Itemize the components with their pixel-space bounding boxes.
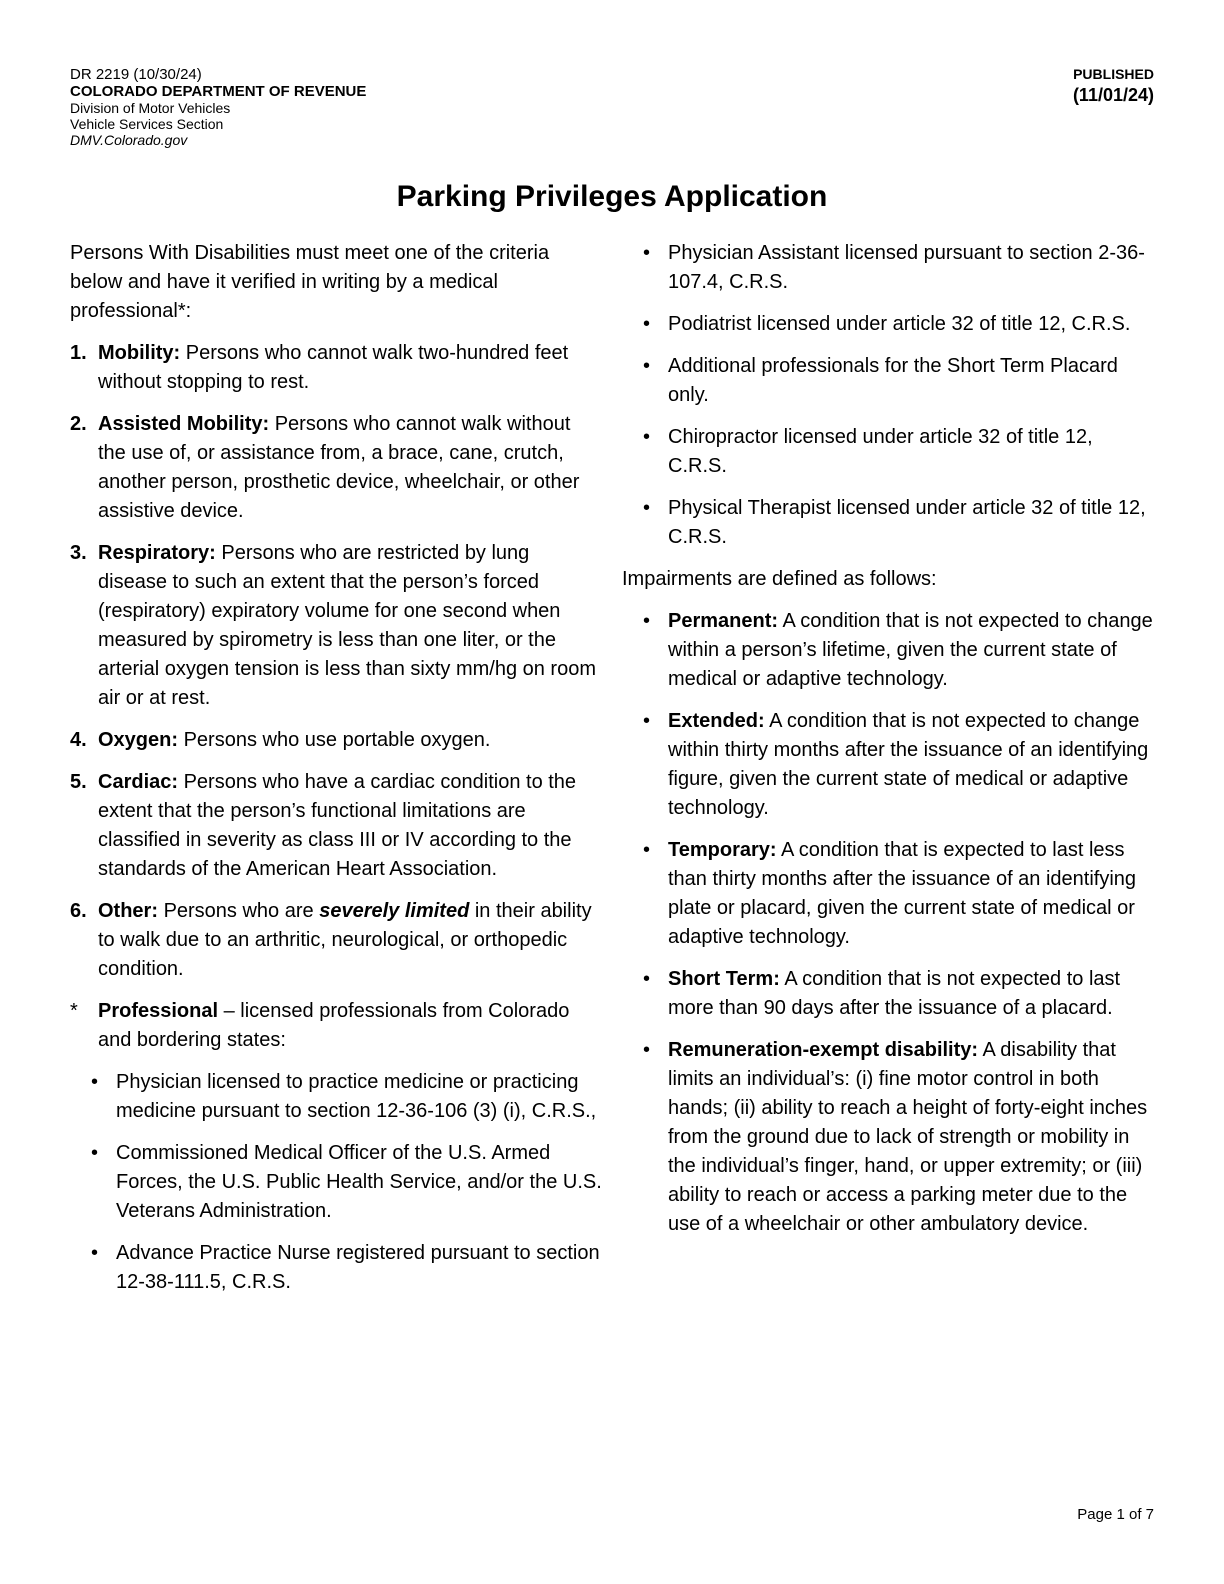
bullet-text: Additional professionals for the Short Term Placard only. (668, 355, 1118, 406)
bullet-text: Temporary: A condition that is expected to last less than thirty months after the issuance of an identifying plate or placard, given the current state of medical or adaptive technology. (668, 839, 1137, 948)
published-date: (11/01/24) (1072, 85, 1154, 105)
impairment-short-term (622, 965, 1154, 1023)
bullet-text: Permanent: A condition that is not expected to change within a person’s lifetime, given the current state of medical or adaptive technology. (668, 610, 1153, 690)
item-text: Assisted Mobility: Persons who cannot walk without the use of, or assistance from, a brace, cane, crutch, another person, prosthetic device, wheelchair, or other assistive device. (98, 413, 580, 522)
item-number: 2. (70, 413, 87, 435)
bullet-icon: • (643, 610, 651, 632)
bullet-icon: • (91, 1071, 99, 1093)
criteria-item-cardiac (70, 768, 602, 884)
bullet-icon: • (91, 1242, 99, 1264)
intro-paragraph: Persons With Disabilities must meet one of the criteria below and have it verified in writing by a medical professional*: (70, 242, 550, 322)
bullet-text: Chiropractor licensed under article 32 of title 12, C.R.S. (668, 426, 1093, 477)
bullet-text: Physician licensed to practice medicine or practicing medicine pursuant to section 12-36-106 (3) (i), C.R.S., (116, 1071, 597, 1122)
impairments-heading: Impairments are defined as follows: (622, 568, 937, 590)
bullet-icon: • (643, 426, 651, 448)
bullet-text: Extended: A condition that is not expected to change within thirty months after the issuance of an identifying figure, given the current state of medical or adaptive technology. (668, 710, 1149, 819)
impairment-temporary (622, 836, 1154, 952)
professional-bullet-nurse (70, 1239, 602, 1297)
bullet-icon: • (91, 1142, 99, 1164)
criteria-item-other (70, 897, 602, 984)
criteria-item-mobility (70, 339, 602, 397)
right-column (622, 239, 1154, 1310)
form-number: DR 2219 (10/30/24) (70, 66, 202, 83)
item-number: 6. (70, 900, 87, 922)
bullet-text: Commissioned Medical Officer of the U.S. Armed Forces, the U.S. Public Health Service, and/or the U.S. Veterans Administration. (116, 1142, 602, 1222)
item-number: 3. (70, 542, 87, 564)
bullet-icon: • (643, 242, 651, 264)
bullet-icon: • (643, 313, 651, 335)
item-text: Other: Persons who are severely limited in their ability to walk due to an arthritic, neurological, or orthopedic condition. (98, 900, 592, 980)
professional-bullet-physician (70, 1068, 602, 1126)
professional-bullet-chiropractor (622, 423, 1154, 481)
criteria-item-assisted-mobility (70, 410, 602, 526)
professional-bullet-podiatrist (622, 310, 1154, 339)
bullet-icon: • (643, 968, 651, 990)
published-block (1073, 66, 1154, 107)
bullet-text: Short Term: A condition that is not expected to last more than 90 days after the issuance of a placard. (668, 968, 1121, 1019)
emphasized-text: severely limited (319, 900, 470, 922)
impairment-extended (622, 707, 1154, 823)
professional-bullet-medical-officer (70, 1139, 602, 1226)
criteria-item-respiratory (70, 539, 602, 713)
bullet-icon: • (643, 355, 651, 377)
bullet-text: Physical Therapist licensed under article 32 of title 12, C.R.S. (668, 497, 1146, 548)
page-header (70, 66, 1154, 148)
item-text: Cardiac: Persons who have a cardiac condition to the extent that the person’s functional limitations are classified in severity as class III or IV according to the standards of the American Heart Association. (98, 771, 577, 880)
professional-footnote (70, 997, 602, 1055)
bullet-icon: • (643, 839, 651, 861)
item-text: Oxygen: Persons who use portable oxygen. (98, 729, 491, 751)
content-columns (70, 239, 1154, 1310)
impairment-permanent (622, 607, 1154, 694)
agency-website: DMV.Colorado.gov (70, 132, 188, 148)
professional-bullet-physical-therapist (622, 494, 1154, 552)
impairment-remuneration-exempt (622, 1036, 1154, 1239)
page-number: Page 1 of 7 (1077, 1506, 1154, 1523)
bullet-text: Physician Assistant licensed pursuant to section 2-36-107.4, C.R.S. (668, 242, 1145, 293)
item-text: Respiratory: Persons who are restricted by lung disease to such an extent that the person’s forced (respiratory) expiratory volume for one second when measured by spirometry is less than one liter, or the arterial oxygen tension is less than sixty mm/hg on room air or at rest. (98, 542, 596, 709)
professional-bullet-physician-assistant (622, 239, 1154, 297)
agency-block (70, 66, 366, 148)
item-text: Professional – licensed professionals from Colorado and bordering states: (98, 1000, 570, 1051)
item-number: 4. (70, 729, 87, 751)
section-name: Vehicle Services Section (70, 116, 224, 132)
item-text: Mobility: Persons who cannot walk two-hundred feet without stopping to rest. (98, 342, 569, 393)
bullet-text: Remuneration-exempt disability: A disability that limits an individual’s: (i) fine motor control in both hands; (ii) ability to reach a height of forty-eight inches from the ground due to lack of strength or mobility in the individual’s finger, hand, or upper extremity; or (iii) ability to reach or access a parking meter due to the use of a wheelchair or other ambulatory device. (668, 1039, 1148, 1235)
item-number: 1. (70, 342, 87, 364)
page-title: Parking Privileges Application (396, 180, 828, 213)
asterisk-marker: * (70, 1000, 78, 1022)
professional-bullet-additional (622, 352, 1154, 410)
left-column (70, 239, 602, 1310)
bullet-icon: • (643, 1039, 651, 1061)
criteria-item-oxygen (70, 726, 602, 755)
bullet-text: Podiatrist licensed under article 32 of title 12, C.R.S. (668, 313, 1131, 335)
item-number: 5. (70, 771, 87, 793)
department-name: COLORADO DEPARTMENT OF REVENUE (70, 83, 367, 100)
division-name: Division of Motor Vehicles (70, 100, 231, 116)
bullet-text: Advance Practice Nurse registered pursuant to section 12-38-111.5, C.R.S. (116, 1242, 600, 1293)
bullet-icon: • (643, 710, 651, 732)
published-label: PUBLISHED (1073, 66, 1154, 82)
bullet-icon: • (643, 497, 651, 519)
